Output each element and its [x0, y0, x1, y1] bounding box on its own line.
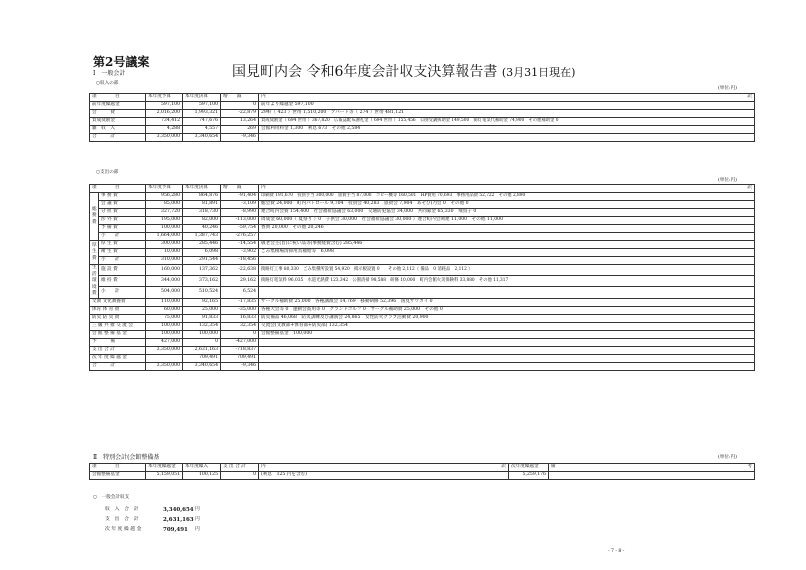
summary-label: 次 年 度 繰 越 金: [105, 527, 142, 532]
row-item: 文教 文化教養費: [90, 298, 146, 306]
summary-heading: ○ 一般会計収支: [93, 495, 130, 500]
row-carryover: 5,159,051: [146, 472, 183, 480]
row-note: 各種大会等 0 運動会賞用等 0 グランドゴルフ 0 サークル補助費 25,000 その他 0: [259, 306, 755, 314]
group-label: 厚生費: [90, 241, 99, 265]
row-actual: 318,730: [183, 209, 221, 217]
row-item: 維 持 費: [99, 276, 146, 287]
row-budget: 10,000: [146, 249, 183, 257]
table-row: [90, 346, 755, 354]
row-actual: 82,000: [183, 217, 221, 225]
row-next-carryover: 5,259,176: [509, 472, 549, 480]
row-actual: 1,387,743: [183, 233, 221, 241]
table-row-subtotal: [90, 257, 755, 265]
table-row: [90, 330, 755, 338]
expense-unit: (単位:円): [718, 178, 737, 183]
table-row: [90, 217, 755, 225]
header-cell: 本年度繰入: [183, 464, 221, 472]
row-diff: -427,000: [221, 338, 259, 346]
row-diff: -18,456: [221, 257, 259, 265]
row-actual: 3,340,654: [183, 134, 221, 142]
row-actual: 373,162: [183, 276, 221, 287]
row-item: 予 備 費: [99, 225, 146, 233]
row-diff: -3,902: [221, 249, 259, 257]
header-cell: 支 出 合 計: [221, 464, 259, 472]
row-budget: 1,664,000: [146, 233, 183, 241]
row-diff: -35,000: [221, 306, 259, 314]
table-row: [90, 249, 755, 257]
row-note: 29軒（ 423 ）世帯 1,510,200 アパート等（ 274 ）世帯 481,121: [259, 110, 755, 118]
row-budget: 2,016,200: [146, 110, 183, 118]
header-cell: 次年度繰越金: [509, 464, 549, 472]
table-row: [90, 322, 755, 330]
row-diff: -91,404: [221, 193, 259, 201]
row-item: 施 設 費: [99, 265, 146, 276]
income-unit: (単位:円): [718, 86, 737, 91]
income-heading: ○収入の部: [96, 81, 119, 86]
row-item: 会 館 整 備 基 金: [90, 330, 146, 338]
row-budget: 300,000: [146, 241, 183, 249]
header-cell: 本年度繰越金: [146, 464, 183, 472]
section-label: Ⅰ 一般会計: [93, 70, 126, 77]
row-budget: 195,000: [146, 217, 183, 225]
row-note: [259, 354, 755, 362]
row-note: 香典 20,000 その他 20,246: [259, 225, 755, 233]
special-header-row: [90, 464, 755, 472]
table-row: [90, 354, 755, 362]
header-cell: 本年度決算: [183, 185, 221, 193]
header-cell: 項 目: [90, 464, 146, 472]
row-note: 交流会(文教部+体育部+防災部) 132,354: [259, 322, 755, 330]
row-budget: 85,000: [146, 201, 183, 209]
row-diff: 16,833: [221, 314, 259, 322]
row-item: 支 出 合 計: [90, 346, 146, 354]
table-row: [90, 126, 755, 134]
row-diff: 6,524: [221, 287, 259, 298]
special-heading: Ⅱ 特別会計(会館整備基: [93, 454, 160, 461]
table-row: [90, 306, 755, 314]
summary-unit: 円: [195, 507, 200, 512]
table-row: [90, 201, 755, 209]
row-budget: 3,350,000: [146, 346, 183, 354]
row-actual: 0: [183, 338, 221, 346]
row-diff: -276,257: [221, 233, 259, 241]
row-item: 会館整備基金: [90, 472, 146, 480]
special-unit: (単位:円): [718, 455, 737, 460]
row-diff: -3,109: [221, 201, 259, 209]
row-actual: 597,100: [183, 102, 221, 110]
row-item: 小 計: [99, 233, 146, 241]
row-diff: 0: [221, 330, 259, 338]
row-budget: 956,280: [146, 193, 183, 201]
row-actual: 747,676: [183, 118, 221, 126]
row-item: 予 備: [90, 338, 146, 346]
summary-row: [105, 515, 255, 525]
row-note: ごみ集積場清掃用具補給等 6,098: [259, 249, 755, 257]
row-item: 小 計: [99, 287, 146, 298]
row-item: 次 年 度 繰 越 金: [90, 354, 146, 362]
table-row: [90, 298, 755, 306]
row-note: 会館利用料金 1,300 利息 673 その他 2,584: [259, 126, 755, 134]
row-actual: 137,362: [183, 265, 221, 276]
row-diff: -59,754: [221, 225, 259, 233]
row-budget: 100,000: [146, 322, 183, 330]
table-row: [90, 225, 755, 233]
table-row: [90, 265, 755, 276]
table-row: [90, 110, 755, 118]
row-actual: 6,098: [183, 249, 221, 257]
header-cell: 内 訳: [259, 185, 755, 193]
row-diff: -14,554: [221, 241, 259, 249]
title-text: 国見町内会 令和6年度会計収支決算報告書: [232, 64, 498, 80]
row-item: 会 議 費: [99, 201, 146, 209]
header-cell: 項 目: [90, 94, 146, 102]
doc-number: 第2号議案: [93, 55, 150, 69]
row-budget: 110,000: [146, 298, 183, 306]
row-budget: 4,288: [146, 126, 183, 134]
summary-unit: 円: [195, 517, 200, 522]
row-note: 街路灯電気料 96,035 水道光熱費 123,342 公園清掃 98,588 研修 10,000 町内会館火災保険料 33,880 その他 11,317: [259, 276, 755, 287]
row-diff: -17,835: [221, 298, 259, 306]
summary-label: 支 出 合 計: [105, 517, 139, 522]
row-budget: 160,000: [146, 265, 183, 276]
as-of-date: (3月31日現在): [501, 66, 576, 79]
row-actual: 3,340,654: [183, 362, 221, 370]
header-cell: 増 減: [221, 94, 259, 102]
table-row: [90, 193, 755, 201]
row-diff: -8,990: [221, 209, 259, 217]
row-note: [259, 338, 755, 346]
header-cell: 増 減: [221, 185, 259, 193]
row-note: 印刷費 191,670 役員手当 300,000 旅費手当 87,000 コピー機等 160,501 HP費用 70,693 事務用品費 52,722 その他 2,890: [259, 193, 755, 201]
row-expense: 0: [221, 472, 259, 480]
row-actual: 40,246: [183, 225, 221, 233]
row-budget: 597,100: [146, 102, 183, 110]
expense-heading: ○支出の部: [96, 170, 119, 175]
expense-table: [89, 184, 755, 371]
row-diff: -113,000: [221, 217, 259, 225]
row-item: 賛成奨励金: [90, 118, 146, 126]
summary-value: 3,340,654: [163, 507, 194, 513]
row-transfer: 100,125: [183, 472, 221, 480]
table-row: [90, 118, 755, 126]
row-note: 賛成奨励金（ 694 世帯 ）367,820 広報誌配布謝礼金（ 694 世帯 ）155,456 公園受講援助金 149,500 街灯電気代補助金 74,900 その他補助金 0: [259, 118, 755, 126]
summary-row: [105, 505, 255, 515]
row-budget: 75,000: [146, 314, 183, 322]
row-note: (利息 125 円を含む): [259, 472, 509, 480]
row-actual: 100,000: [183, 330, 221, 338]
summary-row: [105, 525, 255, 535]
row-budget: 100,000: [146, 225, 183, 233]
row-note: [259, 233, 755, 241]
summary-block: [105, 505, 255, 535]
special-table: [89, 463, 755, 480]
row-remarks: [549, 472, 755, 480]
row-budget: 734,412: [146, 118, 183, 126]
row-actual: 92,165: [183, 298, 221, 306]
row-item: 厚 生 費: [99, 241, 146, 249]
row-note: 敬老会主(旨)に祝い品等(事務経費含む) 285,446: [259, 241, 755, 249]
row-note: [259, 346, 755, 354]
row-diff: 0: [221, 102, 259, 110]
row-actual: 25,000: [183, 306, 221, 314]
row-actual: 285,446: [183, 241, 221, 249]
row-budget: 344,000: [146, 276, 183, 287]
table-row: [90, 338, 755, 346]
row-item: 雑 収 入: [90, 126, 146, 134]
page-number: - 7 - 8 -: [608, 549, 625, 554]
row-diff: -9,346: [221, 134, 259, 142]
row-diff: 709,491: [221, 354, 259, 362]
row-note: 周成金 60,000（ 夏祭り ）0 子供会 30,000 社会福祉協議会 30,000 ）連合町内会関連 11,000 その他 11,000: [259, 217, 755, 225]
row-item: 分 担 費: [99, 209, 146, 217]
row-item: 会 費: [90, 110, 146, 118]
row-item: 合 計: [90, 134, 146, 142]
summary-value: 2,631,163: [163, 517, 194, 523]
table-row-total: [90, 134, 755, 142]
table-row-subtotal: [90, 233, 755, 241]
group-label: 総務費: [90, 193, 99, 241]
row-budget: 327,720: [146, 209, 183, 217]
row-diff: -718,837: [221, 346, 259, 354]
row-budget: 310,000: [146, 257, 183, 265]
row-diff: 29,162: [221, 276, 259, 287]
header-cell: 項 目: [90, 185, 146, 193]
page-title: [232, 61, 575, 81]
row-actual: 91,833: [183, 314, 221, 322]
row-actual: 510,524: [183, 287, 221, 298]
row-diff: -22,879: [221, 110, 259, 118]
row-diff: 32,354: [221, 322, 259, 330]
row-actual: 864,876: [183, 193, 221, 201]
table-row-subtotal: [90, 287, 755, 298]
row-note: [259, 134, 755, 142]
row-note: 総会費 24,000 町内パトロール 9,704 役員会 40,283 旅費会 7,904 あそび(?)会 0 その他 0: [259, 201, 755, 209]
row-budget: 504,000: [146, 287, 183, 298]
row-item: 事 務 費: [99, 193, 146, 201]
row-item: 防災 防 災 費: [90, 314, 146, 322]
row-actual: 291,544: [183, 257, 221, 265]
row-diff: -9,346: [221, 362, 259, 370]
row-budget: 427,000: [146, 338, 183, 346]
table-row: [90, 472, 755, 480]
row-item: 合 計: [90, 362, 146, 370]
table-row: [90, 314, 755, 322]
row-item: 渉 外 費: [99, 217, 146, 225]
row-note: 前年より繰越金 597,100: [259, 102, 755, 110]
row-item: 衛 生 費: [99, 249, 146, 257]
table-row-total: [90, 362, 755, 370]
row-actual: 4,557: [183, 126, 221, 134]
row-budget: 3,350,000: [146, 362, 183, 370]
header-cell: 備 考: [549, 464, 755, 472]
header-cell: 内 訳: [259, 94, 755, 102]
row-budget: 60,000: [146, 306, 183, 314]
header-cell: 本年度決算: [183, 94, 221, 102]
row-item: 小 計: [99, 257, 146, 265]
header-cell: 本年度予算: [146, 185, 183, 193]
group-label: 生活環境費: [90, 265, 99, 299]
row-diff: 269: [221, 126, 259, 134]
table-row: [90, 276, 755, 287]
row-note: 連合町内会費 154,400 社会福祉協議会 63,000 交通防犯協会 34,000 共同募金 65,330 飛鳥子 0: [259, 209, 755, 217]
row-actual: 2,631,163: [183, 346, 221, 354]
row-actual: 709,491: [183, 354, 221, 362]
income-table: [89, 93, 755, 142]
row-budget: 100,000: [146, 330, 183, 338]
row-actual: 1,993,321: [183, 110, 221, 118]
row-diff: -22,638: [221, 265, 259, 276]
row-item: 体育 体 育 費: [90, 306, 146, 314]
row-note: 街路灯工事 80,330 ごみ集積所設置 54,920 掲示板設置 0 その他 2,112（ 備品 0 消耗品 2,112 ）: [259, 265, 755, 276]
row-diff: 13,264: [221, 118, 259, 126]
row-item: 前年度繰越金: [90, 102, 146, 110]
row-note: [259, 257, 755, 265]
header-cell: 本年度予算: [146, 94, 183, 102]
summary-unit: 円: [195, 527, 200, 532]
row-note: [259, 287, 755, 298]
row-budget: 3,350,000: [146, 134, 183, 142]
row-note: 防災備品 46,068 防災訓練及び講演会 24,865 女性防火クラブ活動費 20,900: [259, 314, 755, 322]
row-note: [259, 362, 755, 370]
row-note: サークル補助費 25,000 各種講演会 14,769 移動研修 52,396 国見サワカイ 0: [259, 298, 755, 306]
expense-header-row: [90, 185, 755, 193]
row-actual: 81,891: [183, 201, 221, 209]
table-row: [90, 209, 755, 217]
row-actual: 132,354: [183, 322, 221, 330]
row-budget: [146, 354, 183, 362]
income-header-row: [90, 94, 755, 102]
summary-value: 709,491: [163, 527, 188, 533]
table-row: [90, 241, 755, 249]
table-row: [90, 102, 755, 110]
summary-label: 収 入 合 計: [105, 507, 139, 512]
header-cell: 内 訳: [259, 464, 509, 472]
row-item: 三 級 共 催 交 流 会: [90, 322, 146, 330]
row-note: 会館整備基金 100,000: [259, 330, 755, 338]
